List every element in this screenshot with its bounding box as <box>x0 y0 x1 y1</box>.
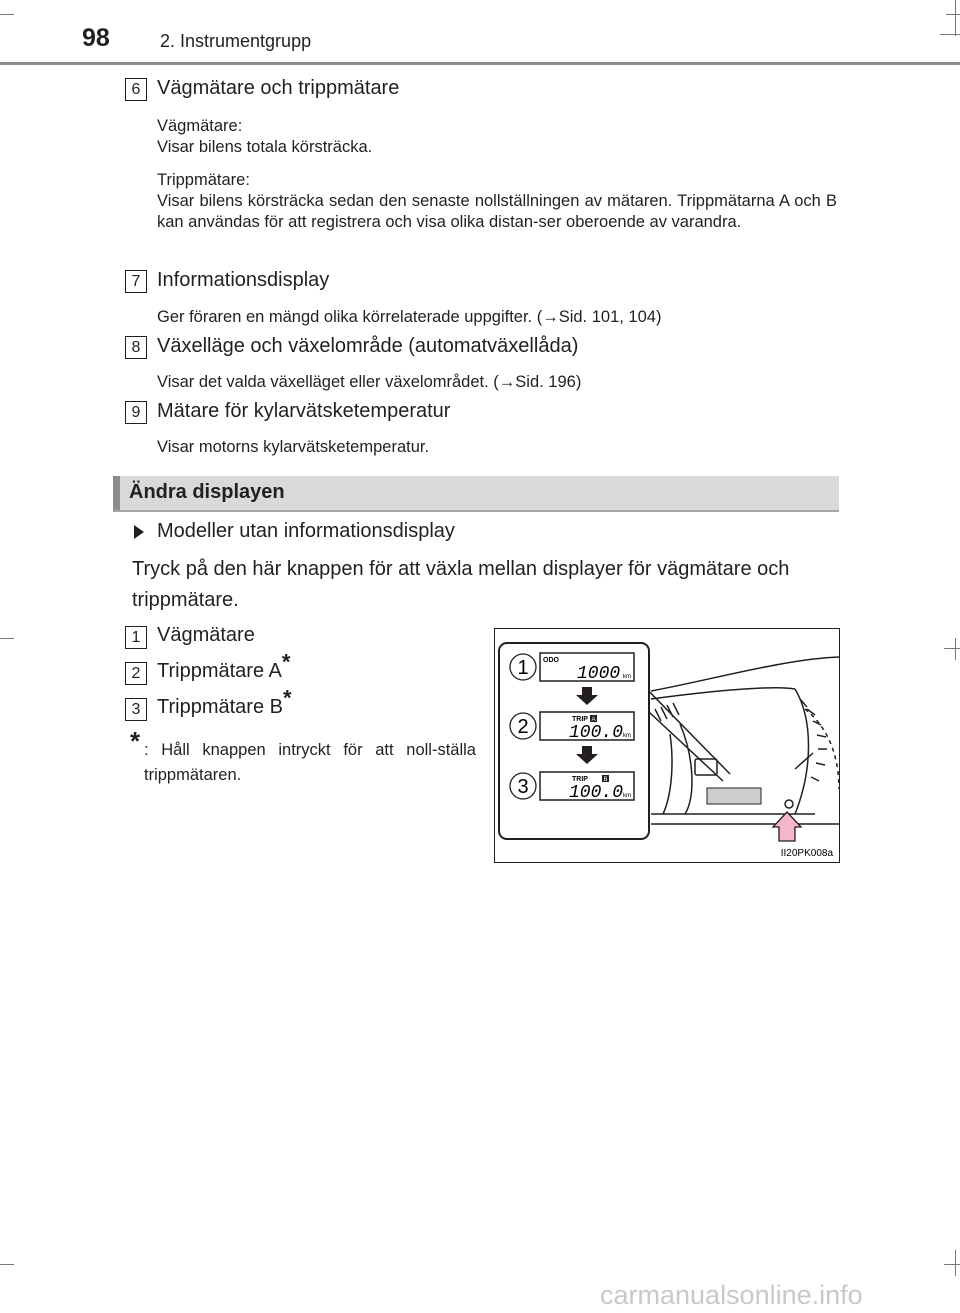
list-number-3: 3 <box>125 698 147 721</box>
item-number-8: 8 <box>125 336 147 359</box>
section-header <box>113 476 839 512</box>
figure-code: II20PK008a <box>780 848 833 859</box>
gauge-ticks <box>655 699 827 781</box>
item-title-coolant-temp: Mätare för kylarvätsketemperatur <box>157 400 451 422</box>
list-item-trip-a <box>157 649 291 687</box>
crop-mark <box>0 638 14 639</box>
footnote-asterisk: * <box>130 726 141 756</box>
odo-value: 1000 <box>577 664 621 684</box>
trip-b-unit: km <box>623 793 631 799</box>
odo-unit: km <box>623 674 631 680</box>
shift-position-description: Visar det valda växelläget eller växelområdet. (→Sid. 196) <box>157 373 582 391</box>
instrument-illustration <box>494 628 840 863</box>
bullet-triangle-icon <box>134 525 144 539</box>
tripmeter-description: Visar bilens körsträcka sedan den senaste nollställningen av mätaren. Trippmätarna A och B kan användas för att registrera och visa olika distan-ser oberoende av varandra. <box>157 192 837 231</box>
crop-mark <box>0 1264 14 1265</box>
trip-a-badge-text: A <box>591 717 596 723</box>
watermark: carmanualsonline.info <box>600 1280 863 1310</box>
crop-mark <box>944 648 960 649</box>
info-display-description: Ger föraren en mängd olika körrelaterade uppgifter. (→Sid. 101, 104) <box>157 308 662 326</box>
list-number-2: 2 <box>125 662 147 685</box>
callout-number-3-text: 3 <box>517 776 529 798</box>
list-item-odometer <box>157 620 255 651</box>
odometer-description: Visar bilens totala körsträcka. <box>157 138 373 156</box>
odometer-label: Vägmätare: <box>157 117 243 135</box>
section-intro: Tryck på den här knappen för att växla mellan displayer för vägmätare och trippmätare. <box>132 558 790 611</box>
tripmeter-label: Trippmätare: <box>157 171 250 189</box>
trip-a-value: 100.0 <box>569 723 624 743</box>
asterisk-mark: * <box>281 649 291 675</box>
trip-button <box>785 800 793 808</box>
odo-tag: ODO <box>543 657 559 664</box>
list-item-label: Vägmätare <box>157 624 255 646</box>
trip-b-badge-text: B <box>603 777 608 783</box>
coolant-temp-description: Visar motorns kylarvätsketemperatur. <box>157 438 430 456</box>
crop-mark <box>946 14 960 15</box>
item-title-odometer: Vägmätare och trippmätare <box>157 77 400 99</box>
press-arrow-icon <box>773 812 801 841</box>
section-title: Ändra displayen <box>129 481 285 503</box>
item-title-shift-position: Växelläge och växelområde (automatväxellåda) <box>157 335 579 357</box>
crop-mark <box>940 34 960 35</box>
list-item-trip-b <box>157 685 292 723</box>
list-number-1: 1 <box>125 626 147 649</box>
item-number-6: 6 <box>125 78 147 101</box>
item-number-9: 9 <box>125 401 147 424</box>
crop-mark <box>955 1250 956 1276</box>
list-item-label: Trippmätare B <box>157 696 283 718</box>
crop-mark <box>955 0 956 36</box>
model-condition: Modeller utan informationsdisplay <box>157 520 455 542</box>
trip-b-value: 100.0 <box>569 783 624 803</box>
odometer-window <box>707 788 761 804</box>
item-title-info-display: Informationsdisplay <box>157 269 330 291</box>
crop-mark <box>944 1264 960 1265</box>
page-number: 98 <box>82 24 110 52</box>
crop-mark <box>955 638 956 660</box>
list-item-label: Trippmätare A <box>157 660 282 682</box>
footnote-text: : Håll knappen intryckt för att noll-ställa trippmätaren. <box>144 741 476 784</box>
instrument-diagram <box>495 629 839 862</box>
header-rule <box>0 62 960 65</box>
trip-b-tag: TRIP <box>572 776 588 783</box>
trip-a-unit: km <box>623 733 631 739</box>
asterisk-mark: * <box>282 685 292 711</box>
trip-a-tag: TRIP <box>572 716 588 723</box>
callout-number-1-text: 1 <box>517 657 529 679</box>
callout-number-2-text: 2 <box>517 716 529 738</box>
chapter-title: 2. Instrumentgrupp <box>160 31 312 51</box>
section-accent <box>113 476 120 510</box>
crop-mark <box>0 14 14 15</box>
item-number-7: 7 <box>125 270 147 293</box>
